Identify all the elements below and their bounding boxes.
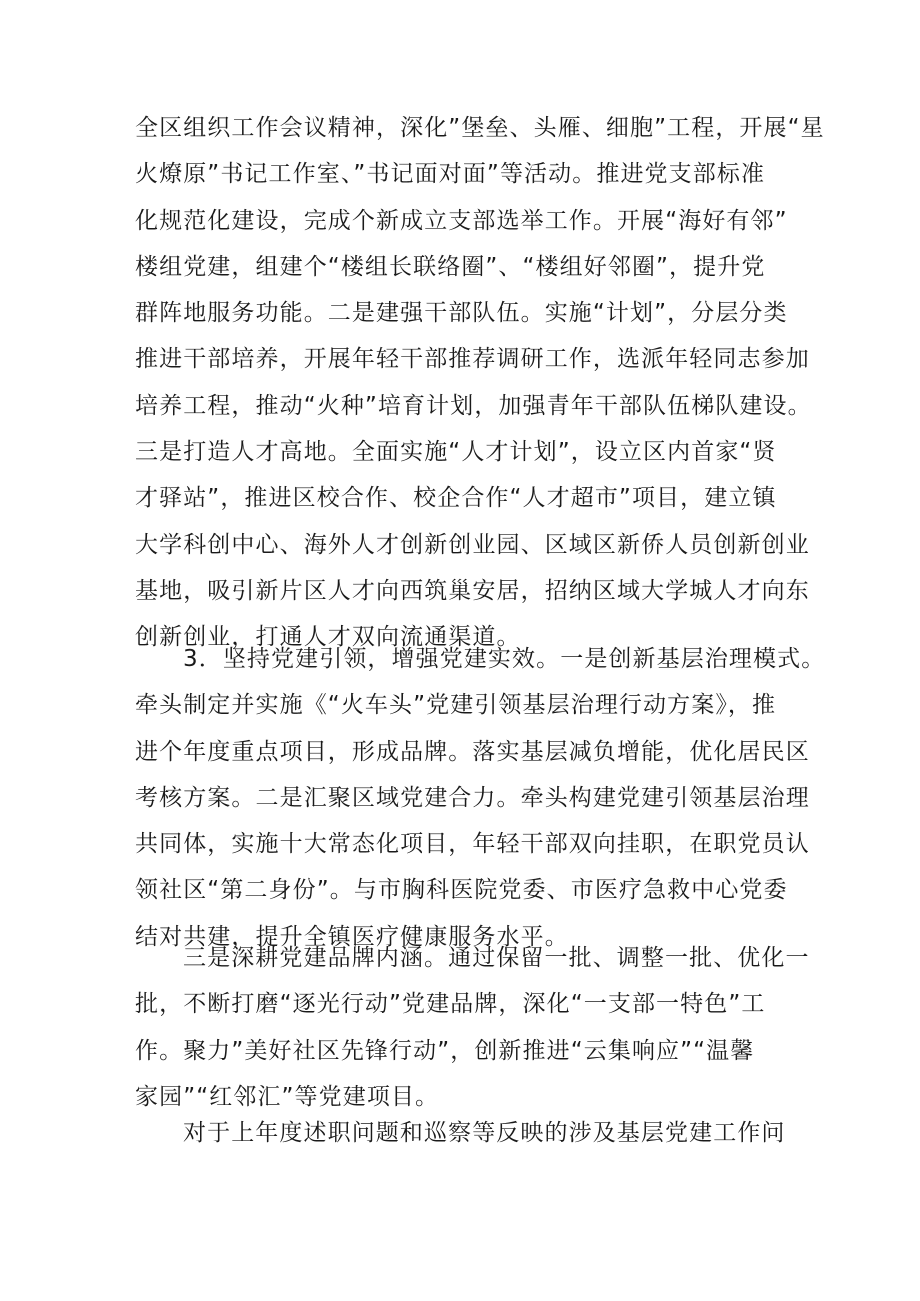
- paragraph-line: 共同体，实施十大常态化项目，年轻干部双向挂职，在职党员认: [135, 831, 810, 858]
- paragraph-line: 基地，吸引新片区人才向西筑巢安居，招纳区域大学城人才向东: [135, 577, 810, 604]
- paragraph-line: 批，不断打磨“逐光行动”党建品牌，深化“一支部一特色”工: [135, 991, 766, 1018]
- paragraph-line: 对于上年度述职问题和巡察等反映的涉及基层党建工作问: [183, 1120, 786, 1146]
- paragraph-line: 推进干部培养，开展年轻干部推荐调研工作，选派年轻同志参加: [135, 346, 810, 373]
- paragraph-1: [135, 105, 825, 661]
- paragraph-2: [135, 636, 826, 960]
- paragraph-line: 进个年度重点项目，形成品牌。落实基层减负增能，优化居民区: [135, 738, 810, 765]
- paragraph-3: [135, 935, 815, 1120]
- paragraph-line: 三是打造人才高地。全面实施“人才计划”，设立区内首家“贤: [135, 439, 777, 466]
- paragraph-line: 3．坚持党建引领，增强党建实效。一是创新基层治理模式。: [183, 646, 826, 672]
- paragraph-line: 作。聚力”美好社区先锋行动”，创新推进“云集响应”“温馨: [135, 1037, 755, 1064]
- paragraph-line: 火燎原”书记工作室、”书记面对面”等活动。推进党支部标准: [135, 161, 766, 188]
- paragraph-line: 化规范化建设，完成个新成立支部选举工作。开展“海好有邻”: [135, 207, 788, 234]
- paragraph-line: 培养工程，推动“火种”培育计划，加强青年干部队伍梯队建设。: [135, 392, 812, 419]
- paragraph-4: [135, 1110, 815, 1156]
- paragraph-line: 结对共建，提升全镇医疗健康服务水平。: [135, 923, 569, 950]
- paragraph-line: 考核方案。二是汇聚区域党建合力。牵头构建党建引领基层治理: [135, 784, 810, 811]
- paragraph-line: 创新创业，打通人才双向流通渠道。: [135, 624, 521, 651]
- paragraph-line: 领社区“第二身份”。与市胸科医院党委、市医疗急救中心党委: [135, 877, 788, 904]
- paragraph-line: 全区组织工作会议精神，深化”堡垒、头雁、细胞”工程，开展“星: [135, 115, 825, 141]
- paragraph-line: 群阵地服务功能。二是建强干部队伍。实施“计划”，分层分类: [135, 300, 788, 327]
- paragraph-line: 楼组党建，组建个“楼组长联络圈”、“楼组好邻圈”，提升党: [135, 253, 766, 280]
- paragraph-line: 牵头制定并实施《“火车头”党建引领基层治理行动方案》，推: [135, 692, 777, 719]
- paragraph-line: 三是深耕党建品牌内涵。通过保留一批、调整一批、优化一: [183, 945, 810, 971]
- paragraph-line: 家园”“红邻汇”等党建项目。: [135, 1083, 440, 1110]
- paragraph-line: 大学科创中心、海外人才创新创业园、区域区新侨人员创新创业: [135, 531, 810, 558]
- paragraph-line: 才驿站”，推进区校合作、校企合作“人才超市”项目，建立镇: [135, 485, 777, 512]
